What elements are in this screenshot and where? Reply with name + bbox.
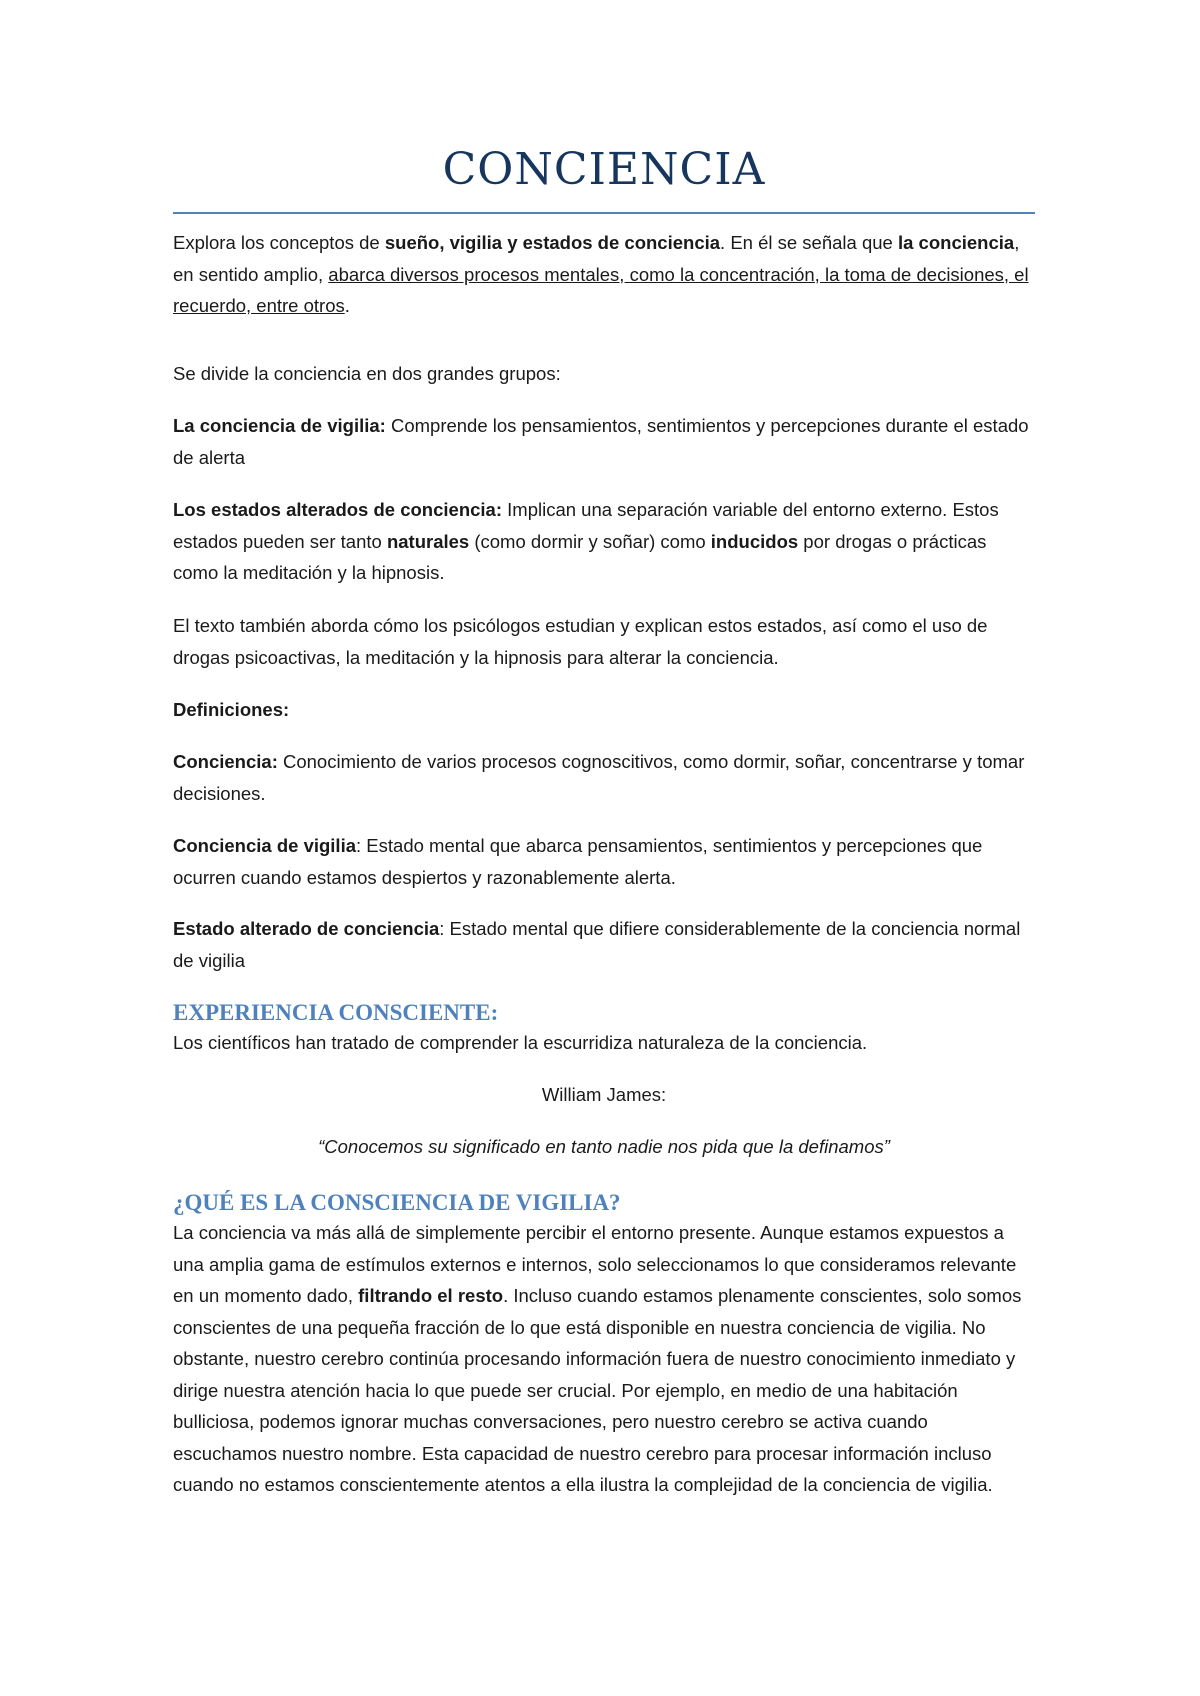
definition-text: : Estado mental que difiere considerablemente de la conciencia normal de vigilia — [173, 918, 1021, 971]
definition-text: : Estado mental que abarca pensamientos, sentimientos y percepciones que ocurren cuando estamos despiertos y razonablemente alerta. — [173, 835, 983, 888]
definition-term: Conciencia: — [173, 751, 278, 772]
definition-text: Conocimiento de varios procesos cognoscitivos, como dormir, soñar, concentrarse y tomar decisiones. — [173, 751, 1025, 804]
definiciones-label — [173, 694, 1035, 726]
intro-bold-concepts: sueño, vigilia y estados de conciencia — [384, 232, 721, 253]
group-vigilia — [173, 410, 1035, 473]
definition-conciencia — [173, 746, 1035, 809]
definiciones-label-text: Definiciones: — [173, 699, 290, 720]
intro-text: . En él se señala que — [720, 232, 898, 253]
definition-estado-alterado — [173, 913, 1035, 976]
intro-text: . — [344, 295, 350, 316]
section-experiencia-text: Los científicos han tratado de comprender la escurridiza naturaleza de la conciencia. — [173, 1032, 868, 1053]
group-alterados-text: Implican una separación variable del entorno externo. Estos estados pueden ser tanto — [173, 499, 999, 552]
group-alterados-text: (como dormir y soñar) como — [469, 530, 711, 552]
group-alterados-inducidos: inducidos — [710, 530, 799, 552]
intro-bold-conciencia: la conciencia — [897, 232, 1015, 253]
definition-term: Estado alterado de conciencia — [173, 918, 440, 939]
group-vigilia-text: Comprende los pensamientos, sentimientos y percepciones durante el estado de alerta — [173, 415, 1029, 468]
group-vigilia-term: La conciencia de vigilia: — [173, 415, 386, 436]
quote-author: William James: — [541, 1084, 667, 1105]
intro-text: , en sentido amplio, — [173, 232, 1020, 285]
definition-term: Conciencia de vigilia — [173, 835, 357, 856]
intro-underlined-text: abarca diversos procesos mentales, como la concentración, la toma de decisiones, el recuerdo, entre otros — [173, 263, 1029, 316]
definition-conciencia-vigilia — [173, 830, 1035, 893]
quote-text: “Conocemos su significado en tanto nadie nos pida que la definamos” — [318, 1136, 890, 1157]
group-alterados — [173, 494, 1035, 589]
section-vigilia-text: La conciencia va más allá de simplemente percibir el entorno presente. Aunque estamos expuestos a una amplia gama de estímulos externos e internos, solo seleccionamos lo que consideramos relevante en un momento dado, — [173, 1222, 1017, 1306]
divide-paragraph: Se divide la conciencia en dos grandes grupos: — [173, 363, 561, 384]
group-alterados-text: por drogas o prácticas como la meditación y la hipnosis. — [173, 530, 987, 583]
intro-text: Explora los conceptos de — [173, 232, 385, 253]
group-alterados-naturales: naturales — [386, 530, 470, 552]
intro-paragraph — [173, 227, 1035, 322]
section-vigilia-bold: filtrando el resto — [358, 1285, 504, 1306]
section-vigilia-text: . Incluso cuando estamos plenamente conscientes, solo somos conscientes de una pequeña fracción de lo que está disponible en nuestra conciencia de vigilia. No obstante, nuestro cerebro continúa procesando información fuera de nuestro conocimiento inmediato y dirige nuestra atención hacia lo que puede ser crucial. Por ejemplo, en medio de una habitación bulliciosa, podemos ignorar muchas conversaciones, pero nuestro cerebro se activa cuando escuchamos nuestro nombre. Esta capacidad de nuestro cerebro para procesar información incluso cuando no estamos conscientemente atentos a ella ilustra la complejidad de la conciencia de vigilia. — [173, 1285, 1022, 1495]
section-vigilia-paragraph — [173, 1217, 1035, 1501]
texto-paragraph: El texto también aborda cómo los psicólogos estudian y explican estos estados, así como el uso de drogas psicoactivas, la meditación y la hipnosis para alterar la conciencia. — [173, 615, 988, 668]
group-alterados-term: Los estados alterados de conciencia: — [173, 499, 502, 520]
page-title: CONCIENCIA — [442, 144, 766, 195]
section-heading-experiencia: EXPERIENCIA CONSCIENTE: — [173, 1000, 499, 1025]
title-divider — [173, 212, 1035, 214]
section-heading-vigilia: ¿QUÉ ES LA CONSCIENCIA DE VIGILIA? — [173, 1190, 621, 1215]
